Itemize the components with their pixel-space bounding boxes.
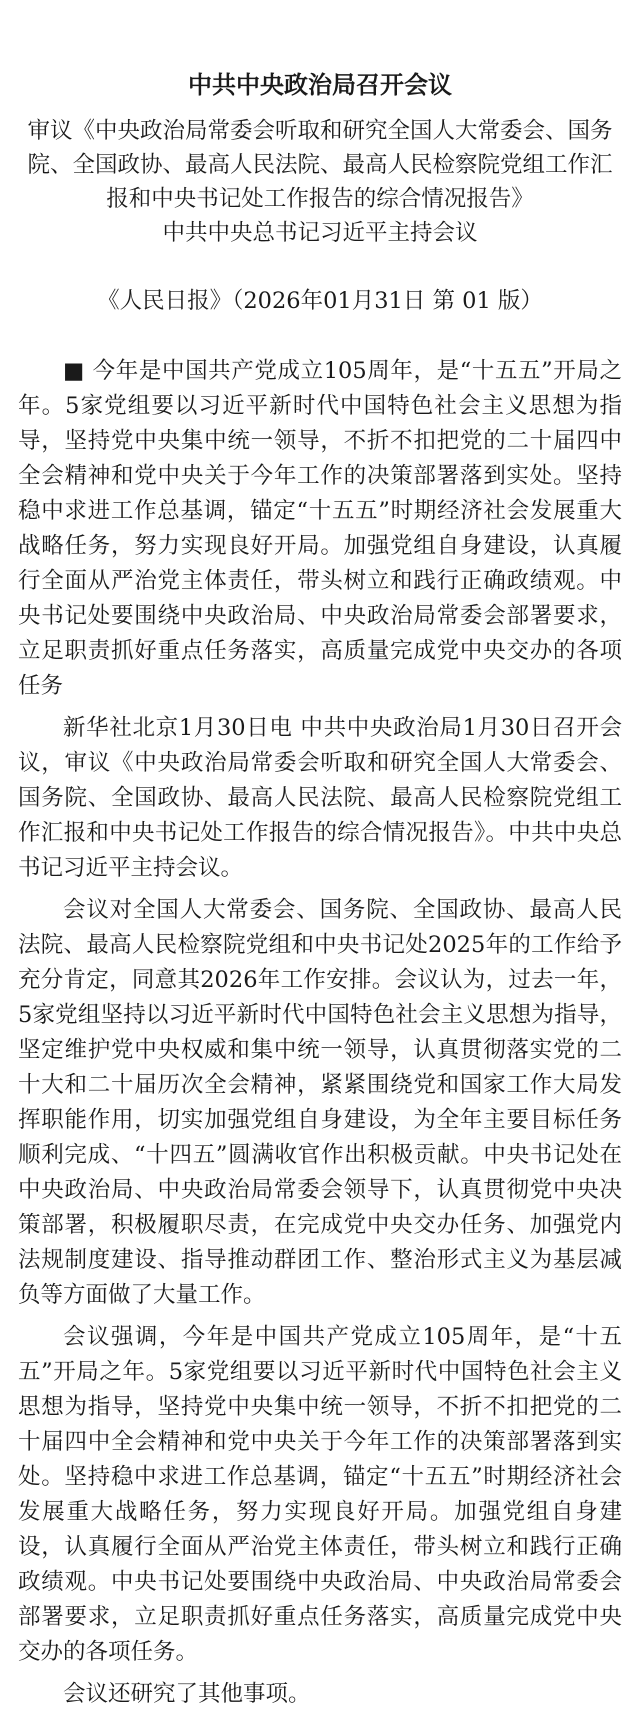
article-source-line: 《人民日报》（2026年01月31日 第 01 版）	[97, 288, 543, 314]
article-lead-summary: ■ 今年是中国共产党成立105周年，是“十五五”开局之年。5家党组要以习近平新时代中国特色社会主义思想为指导，坚持党中央集中统一领导，不折不扣把党的二十届四中全会精神和党中央关于今年工作的决策部署落到实处。坚持稳中求进工作总基调，锚定“十五五”时期经济社会发展重大战略任务，努力实现良好开局。加强党组自身建设，认真履行全面从严治党主体责任，带头树立和践行正确政绩观。中央书记处要围绕中央政治局、中央政治局常委会部署要求，立足职责抓好重点任务落实，高质量完成党中央交办的各项任务	[18, 358, 622, 699]
article-paragraph-2: 会议对全国人大常委会、国务院、全国政协、最高人民法院、最高人民检察院党组和中央书记处2025年的工作给予充分肯定，同意其2026年工作安排。会议认为，过去一年，5家党组坚持以习近平新时代中国特色社会主义思想为指导，坚定维护党中央权威和集中统一领导，认真贯彻落实党的二十大和二十届历次全会精神，紧紧围绕党和国家工作大局发挥职能作用，切实加强党组自身建设，为全年主要目标任务顺利完成、“十四五”圆满收官作出积极贡献。中央书记处在中央政治局、中央政治局常委会领导下，认真贯彻党中央决策部署，积极履职尽责，在完成党中央交办任务、加强党内法规制度建设、指导推动群团工作、整治形式主义为基层减负等方面做了大量工作。	[18, 897, 622, 1308]
article-paragraph-4: 会议还研究了其他事项。	[63, 1681, 311, 1707]
article-paragraph-3: 会议强调，今年是中国共产党成立105周年，是“十五五”开局之年。5家党组要以习近平新时代中国特色社会主义思想为指导，坚持党中央集中统一领导，不折不扣把党的二十届四中全会精神和党中央关于今年工作的决策部署落到实处。坚持稳中求进工作总基调，锚定“十五五”时期经济社会发展重大战略任务，努力实现良好开局。加强党组自身建设，认真履行全面从严治党主体责任，带头树立和践行正确政绩观。中央书记处要围绕中央政治局、中央政治局常委会部署要求，立足职责抓好重点任务落实，高质量完成党中央交办的各项任务。	[18, 1324, 622, 1665]
article-subtitle: 审议《中央政治局常委会听取和研究全国人大常委会、国务院、全国政协、最高人民法院、最高人民检察院党组工作汇报和中央书记处工作报告的综合情况报告》	[27, 118, 613, 212]
article-title: 中共中央政治局召开会议	[188, 70, 452, 99]
article-paragraph-1: 新华社北京1月30日电 中共中央政治局1月30日召开会议，审议《中央政治局常委会听取和研究全国人大常委会、国务院、全国政协、最高人民法院、最高人民检察院党组工作汇报和中央书记处工作报告的综合情况报告》。中共中央总书记习近平主持会议。	[18, 715, 622, 881]
article-presider-line: 中共中央总书记习近平主持会议	[162, 220, 478, 246]
